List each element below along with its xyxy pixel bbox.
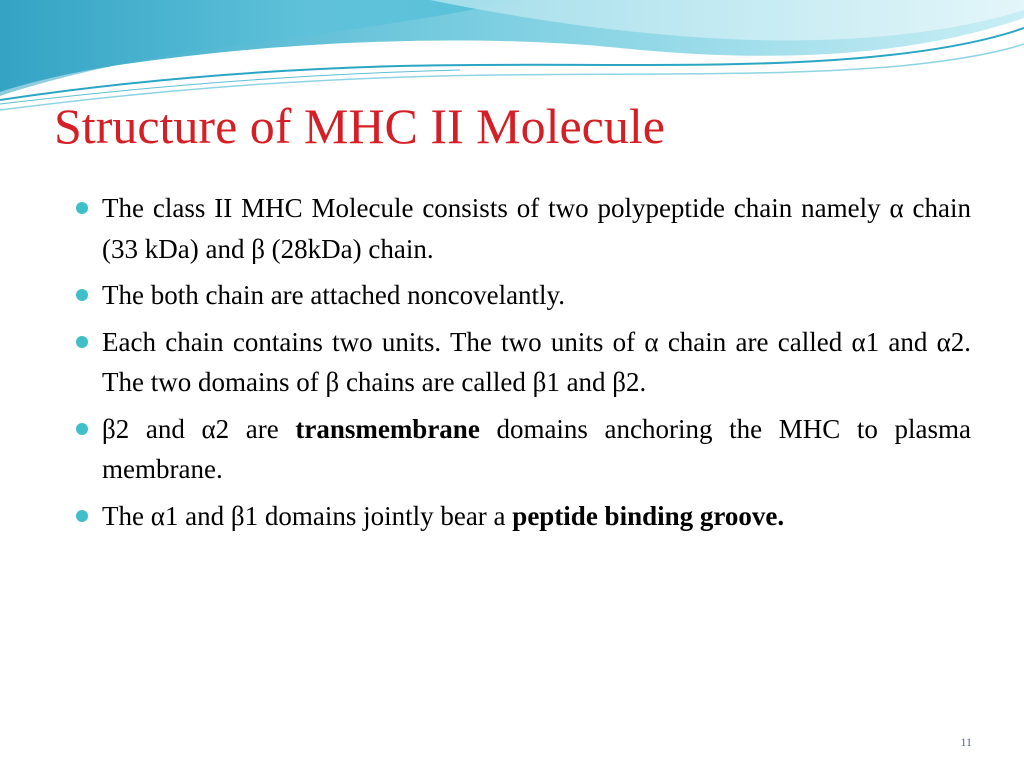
bullet-item bbox=[76, 496, 971, 537]
bullet-marker-icon bbox=[76, 289, 88, 301]
bullet-item bbox=[76, 322, 971, 403]
bullet-marker-icon bbox=[76, 202, 88, 214]
bullet-text-run: Each chain contains two units. The two units of α chain are called α1 and α2. The two domains of β chains are called β1 and β2. bbox=[102, 326, 971, 397]
slide-title: Structure of MHC II Molecule bbox=[54, 98, 665, 154]
bullet-marker-icon bbox=[76, 336, 88, 348]
bullet-text bbox=[102, 193, 971, 264]
bullet-text-run: β2 and α2 are bbox=[102, 413, 296, 444]
bullet-marker-icon bbox=[76, 510, 88, 522]
bullet-bold-term: transmembrane bbox=[295, 413, 480, 444]
bullet-text-run: The class II MHC Molecule consists of two polypeptide chain namely α chain (33 kDa) and β (28kDa) chain. bbox=[102, 193, 971, 264]
bullet-marker-icon bbox=[76, 423, 88, 435]
bullet-text-run: domains anchoring the MHC to plasma membrane. bbox=[102, 413, 972, 484]
bullet-text bbox=[102, 327, 971, 398]
page-number: 11 bbox=[960, 735, 972, 749]
bullet-text bbox=[102, 414, 971, 485]
bullet-text-run: The both chain are attached noncovelantly. bbox=[102, 280, 566, 310]
bullet-list bbox=[76, 188, 971, 542]
bullet-text bbox=[102, 501, 784, 531]
bullet-bold-term: peptide binding groove. bbox=[512, 500, 785, 531]
bullet-item bbox=[76, 409, 971, 490]
bullet-item bbox=[76, 188, 971, 269]
bullet-text-run: The α1 and β1 domains jointly bear a bbox=[102, 500, 513, 531]
bullet-item bbox=[76, 275, 971, 316]
bullet-text bbox=[102, 280, 565, 310]
